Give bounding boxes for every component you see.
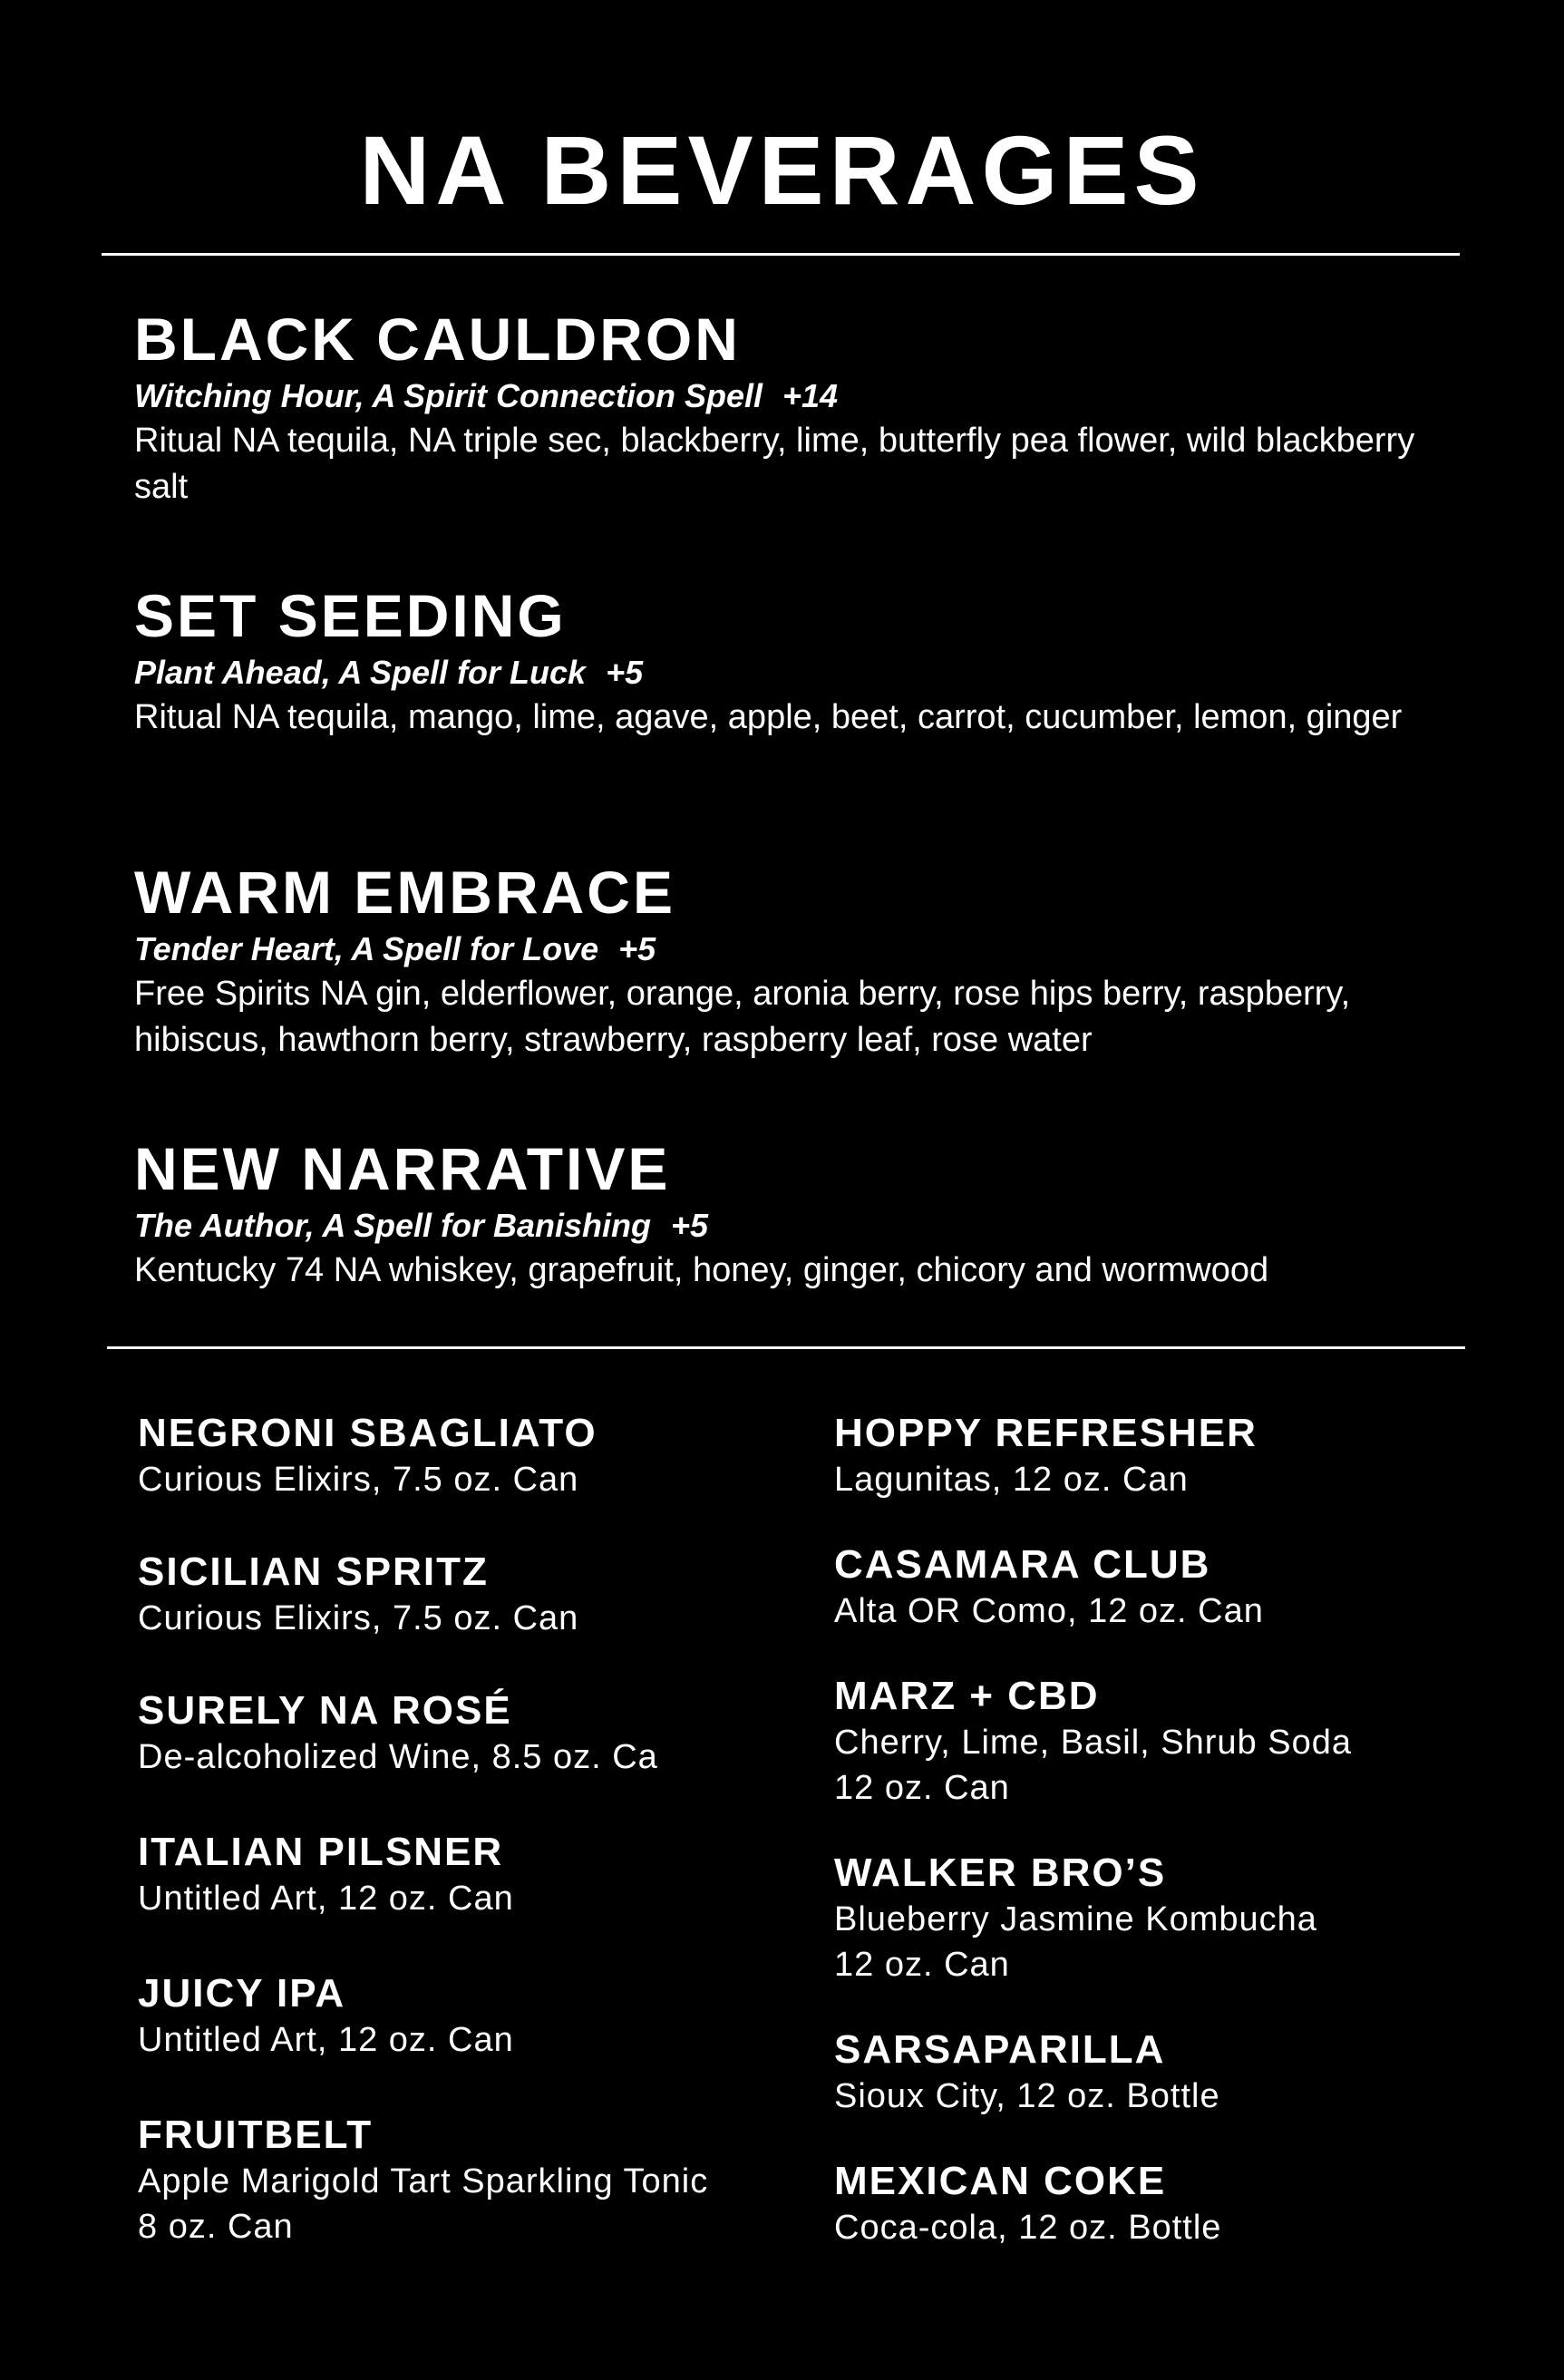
- drink-desc: Lagunitas, 12 oz. Can: [834, 1461, 1189, 1499]
- drink-desc: Sioux City, 12 oz. Bottle: [834, 2077, 1220, 2115]
- cocktail-spell-line: [134, 374, 1422, 418]
- cocktail-item: [134, 1133, 1422, 1294]
- cocktail-item: [134, 580, 1422, 741]
- drink-name: SARSAPARILLA: [834, 2027, 1166, 2072]
- drink-desc: Untitled Art, 12 oz. Can: [138, 1880, 514, 1918]
- drink-item: [834, 1410, 1487, 1502]
- menu-title: NA BEVERAGES: [359, 115, 1205, 225]
- cocktail-description: Kentucky 74 NA whiskey, grapefruit, honey, ginger, chicory and wormwood: [134, 1251, 1269, 1289]
- cocktail-item: [134, 857, 1422, 1064]
- cocktail-price: +5: [606, 654, 644, 691]
- drink-name: ITALIAN PILSNER: [138, 1830, 504, 1874]
- cocktail-spell: The Author, A Spell for Banishing: [134, 1207, 652, 1244]
- drink-desc-line2: 12 oz. Can: [834, 1769, 1010, 1807]
- drink-item: [834, 1850, 1487, 1987]
- drink-name: SICILIAN SPRITZ: [138, 1549, 489, 1594]
- drink-desc-line2: 12 oz. Can: [834, 1946, 1010, 1984]
- drink-item: [834, 2158, 1487, 2250]
- drink-item: [138, 2112, 791, 2249]
- drink-desc: Alta OR Como, 12 oz. Can: [834, 1592, 1264, 1630]
- drink-item: [834, 1541, 1487, 1634]
- cocktail-description: Free Spirits NA gin, elderflower, orange, aronia berry, rose hips berry, raspberry, hibiscus, hawthorn berry, strawberry, raspberry leaf, rose water: [134, 975, 1351, 1059]
- drink-name: WALKER BRO’S: [834, 1851, 1167, 1895]
- drink-item: [834, 1673, 1487, 1811]
- drink-desc: Curious Elixirs, 7.5 oz. Can: [138, 1461, 579, 1499]
- drink-desc: Blueberry Jasmine Kombucha: [834, 1900, 1317, 1938]
- drink-item: [834, 2026, 1487, 2119]
- drink-desc-line2: 8 oz. Can: [138, 2208, 294, 2246]
- drink-item: [138, 1970, 791, 2063]
- drink-desc: Apple Marigold Tart Sparkling Tonic: [138, 2162, 709, 2200]
- drink-name: HOPPY REFRESHER: [834, 1411, 1258, 1455]
- drink-item: [138, 1549, 791, 1641]
- drink-name: SURELY NA ROSÉ: [138, 1688, 512, 1733]
- cocktail-spell-line: [134, 1204, 1422, 1248]
- cocktail-description: Ritual NA tequila, mango, lime, agave, apple, beet, carrot, cucumber, lemon, ginger: [134, 698, 1403, 736]
- drink-name: NEGRONI SBAGLIATO: [138, 1411, 597, 1455]
- cocktail-price: +5: [671, 1207, 709, 1244]
- cocktail-price: +14: [782, 377, 839, 414]
- drink-item: [138, 1829, 791, 1921]
- cocktail-name: WARM EMBRACE: [134, 859, 675, 926]
- drink-name: MARZ + CBD: [834, 1674, 1100, 1718]
- cocktail-item: [134, 304, 1422, 510]
- cocktail-spell: Tender Heart, A Spell for Love: [134, 930, 599, 967]
- drink-name: JUICY IPA: [138, 1971, 346, 2016]
- drink-name: CASAMARA CLUB: [834, 1542, 1211, 1587]
- cocktail-spell: Plant Ahead, A Spell for Luck: [134, 654, 587, 691]
- cocktail-spell-line: [134, 928, 1422, 971]
- cocktail-name: BLACK CAULDRON: [134, 306, 741, 373]
- cocktail-spell: Witching Hour, A Spirit Connection Spell: [134, 377, 763, 414]
- top-divider: [102, 253, 1460, 256]
- drink-name: FRUITBELT: [138, 2113, 374, 2157]
- drink-item: [138, 1410, 791, 1502]
- cocktail-spell-line: [134, 651, 1422, 695]
- drink-item: [138, 1687, 791, 1780]
- drink-desc: Curious Elixirs, 7.5 oz. Can: [138, 1599, 579, 1637]
- cocktail-name: NEW NARRATIVE: [134, 1135, 671, 1202]
- drink-desc: Cherry, Lime, Basil, Shrub Soda: [834, 1724, 1352, 1762]
- cocktail-price: +5: [618, 930, 656, 967]
- drink-desc: Untitled Art, 12 oz. Can: [138, 2021, 514, 2059]
- drink-desc: Coca-cola, 12 oz. Bottle: [834, 2209, 1222, 2247]
- middle-divider: [107, 1346, 1465, 1349]
- drink-desc: De-alcoholized Wine, 8.5 oz. Ca: [138, 1738, 658, 1776]
- cocktail-name: SET SEEDING: [134, 582, 567, 649]
- drink-name: MEXICAN COKE: [834, 2159, 1167, 2203]
- cocktail-description: Ritual NA tequila, NA triple sec, blackberry, lime, butterfly pea flower, wild blackberry salt: [134, 422, 1415, 506]
